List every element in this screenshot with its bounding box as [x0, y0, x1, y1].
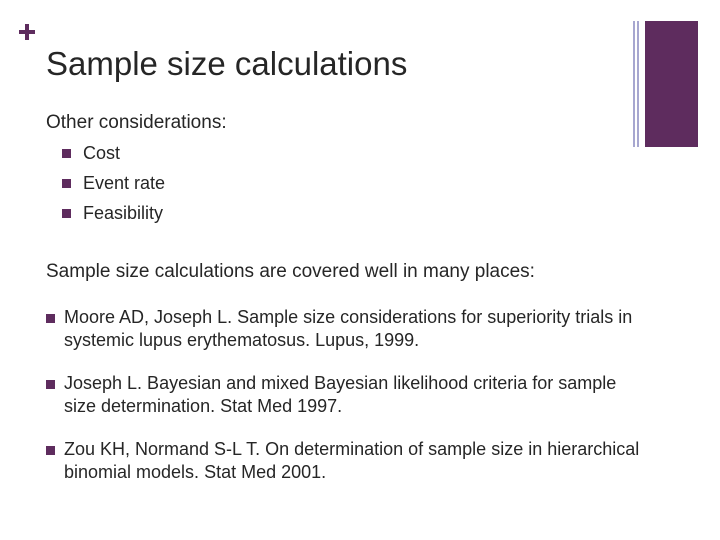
decorative-block: [645, 21, 698, 147]
square-bullet-icon: [46, 446, 55, 455]
reference-text: Moore AD, Joseph L. Sample size considerations for superiority trials in systemic lupus erythematosus. Lupus, 1999.: [64, 307, 633, 350]
reference-item: [46, 438, 646, 484]
references-heading: Sample size calculations are covered well in many places:: [46, 261, 535, 282]
square-bullet-icon: [62, 179, 71, 188]
square-bullet-icon: [62, 209, 71, 218]
list-item: [62, 201, 165, 231]
list-item-label: Feasibility: [83, 203, 164, 223]
reference-item: [46, 306, 646, 352]
square-bullet-icon: [46, 380, 55, 389]
considerations-heading: Other considerations:: [46, 112, 227, 133]
considerations-list: [62, 141, 165, 231]
square-bullet-icon: [62, 149, 71, 158]
plus-icon: [19, 24, 35, 40]
slide-title: Sample size calculations: [46, 45, 408, 82]
square-bullet-icon: [46, 314, 55, 323]
list-item-label: Event rate: [83, 173, 166, 193]
reference-text: Zou KH, Normand S-L T. On determination of sample size in hierarchical binomial models. Stat Med 2001.: [64, 439, 640, 482]
list-item: [62, 171, 165, 201]
list-item: [62, 141, 165, 171]
reference-item: [46, 372, 646, 418]
reference-text: Joseph L. Bayesian and mixed Bayesian likelihood criteria for sample size determination. Stat Med 1997.: [64, 373, 617, 416]
decorative-lines: [633, 21, 639, 147]
list-item-label: Cost: [83, 143, 121, 163]
references-list: [46, 306, 646, 504]
